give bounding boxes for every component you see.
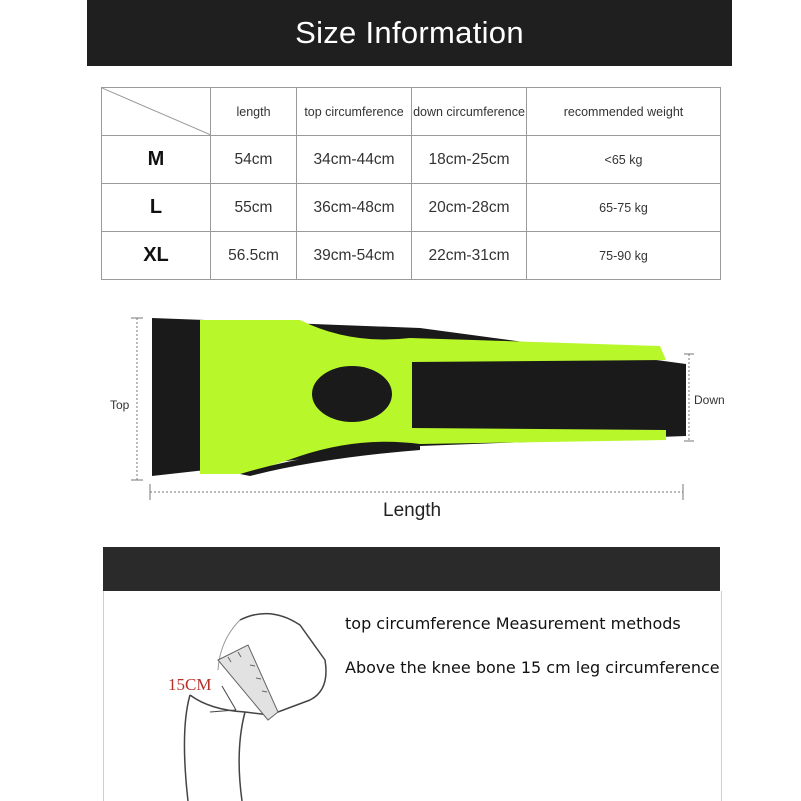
page-title-bar xyxy=(87,0,732,66)
length-label: Length xyxy=(383,500,442,521)
column-header-down-circumference: down circumference xyxy=(412,88,527,136)
weight-cell: <65 kg xyxy=(527,136,721,184)
size-label: XL xyxy=(102,232,211,280)
column-header-length: length xyxy=(211,88,297,136)
sleeve-diagram xyxy=(0,300,801,530)
measurement-section-bar xyxy=(103,547,720,591)
size-label: L xyxy=(102,184,211,232)
table-corner-cell xyxy=(102,88,211,136)
measuring-tape-icon xyxy=(218,645,278,720)
column-header-top-circumference: top circumference xyxy=(297,88,412,136)
knee-hole xyxy=(312,366,392,422)
measurement-description: Above the knee bone 15 cm leg circumference xyxy=(345,658,720,677)
weight-cell: 65-75 kg xyxy=(527,184,721,232)
top-circumference-cell: 36cm-48cm xyxy=(297,184,412,232)
distance-label: 15CM xyxy=(168,675,212,694)
top-label: Top xyxy=(110,398,130,412)
column-header-recommended-weight: recommended weight xyxy=(527,88,721,136)
down-label: Down xyxy=(694,393,725,407)
measurement-title: top circumference Measurement methods xyxy=(345,614,681,633)
length-dimension-line xyxy=(150,484,683,500)
top-circumference-cell: 34cm-44cm xyxy=(297,136,412,184)
sleeve-black-panel xyxy=(412,364,662,428)
page-title: Size Information xyxy=(295,15,524,50)
corner-diagonal-line xyxy=(102,88,211,135)
length-cell: 55cm xyxy=(211,184,297,232)
down-circumference-cell: 22cm-31cm xyxy=(412,232,527,280)
table-row xyxy=(102,136,721,184)
top-circumference-cell: 39cm-54cm xyxy=(297,232,412,280)
down-circumference-cell: 20cm-28cm xyxy=(412,184,527,232)
size-table xyxy=(101,87,721,280)
table-header-row xyxy=(102,88,721,136)
length-cell: 56.5cm xyxy=(211,232,297,280)
table-row xyxy=(102,232,721,280)
leg-measurement-illustration xyxy=(150,600,340,801)
length-cell: 54cm xyxy=(211,136,297,184)
down-circumference-cell: 18cm-25cm xyxy=(412,136,527,184)
table-row xyxy=(102,184,721,232)
weight-cell: 75-90 kg xyxy=(527,232,721,280)
size-label: M xyxy=(102,136,211,184)
